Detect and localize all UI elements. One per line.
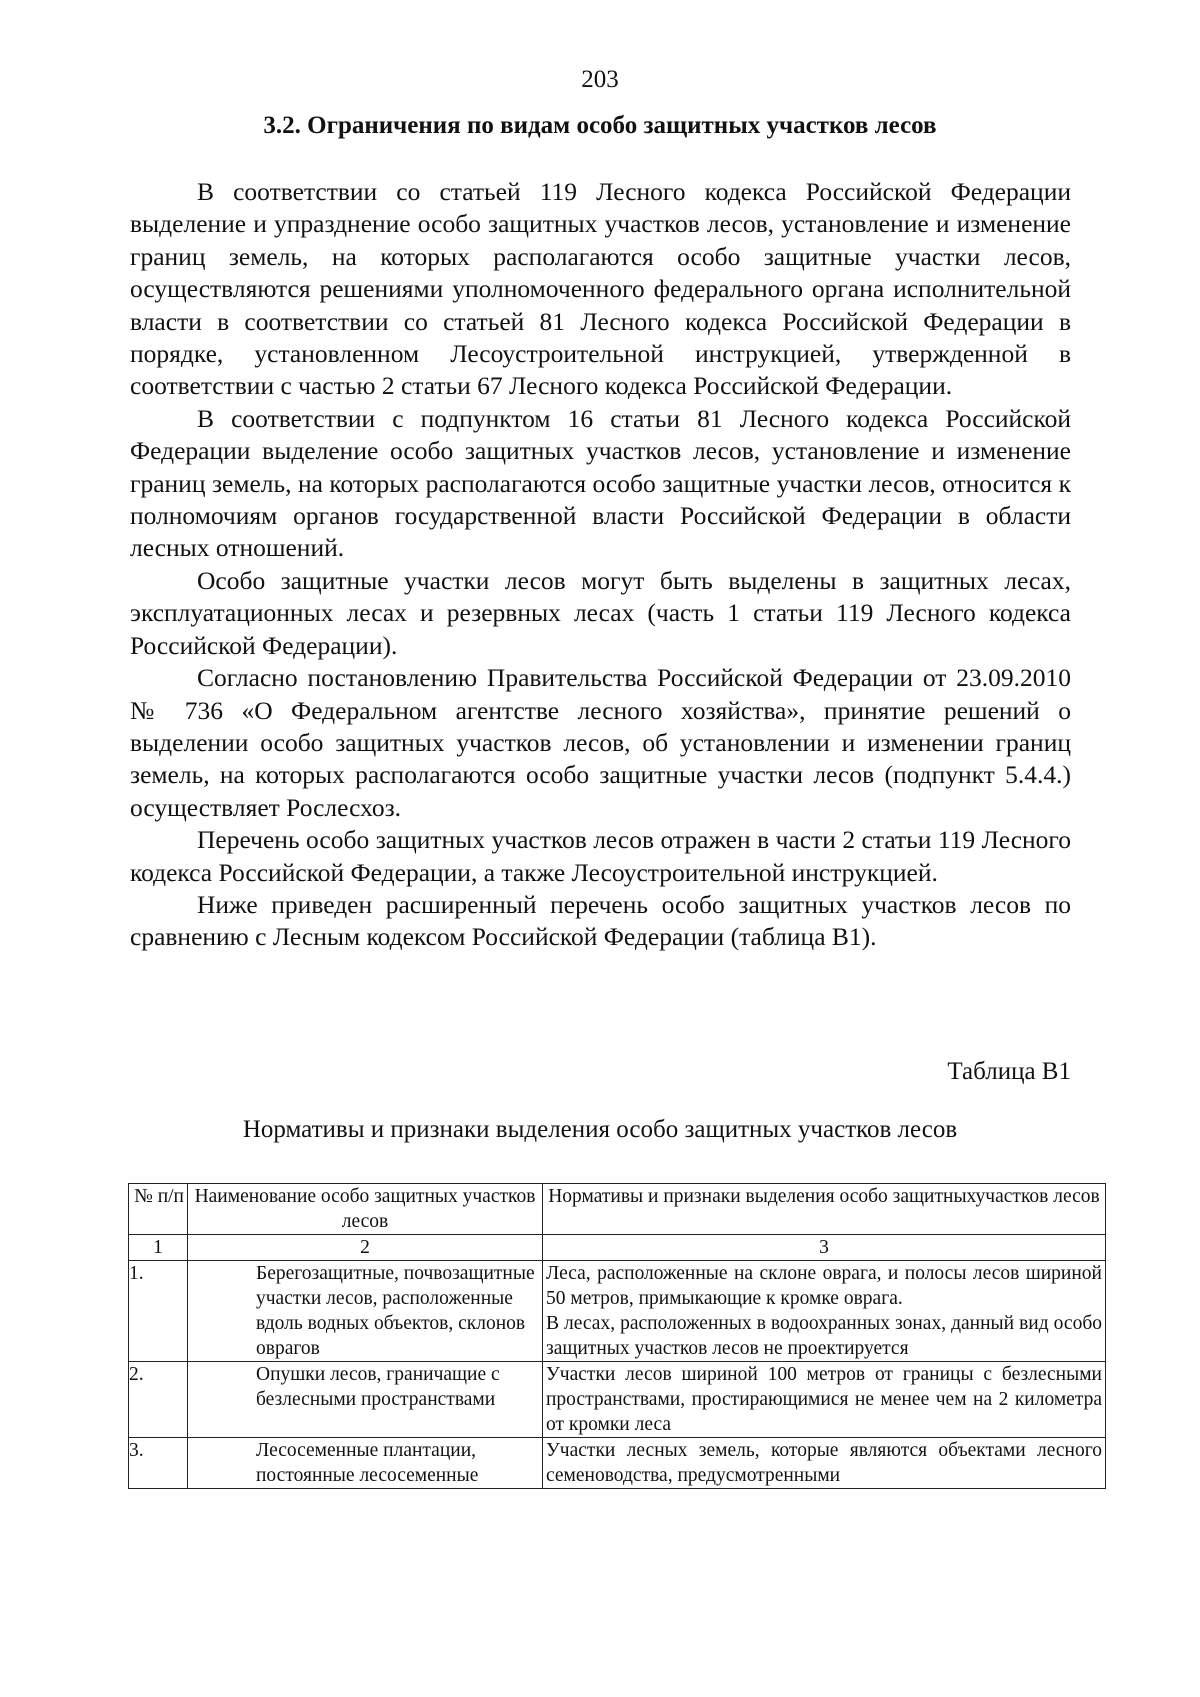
table-index-row xyxy=(129,1235,1106,1261)
row-norms xyxy=(543,1438,1106,1489)
row-name: Опушки лесов, граничащие с безлесными пространствами xyxy=(188,1362,543,1438)
paragraph: Ниже приведен расширенный перечень особо защитных участков лесов по сравнению с Лесным кодексом Российской Федерации (таблица В1). xyxy=(130,889,1071,952)
row-norms xyxy=(543,1362,1106,1438)
paragraph: Перечень особо защитных участков лесов отражен в части 2 статьи 119 Лесного кодекса Российской Федерации, а также Лесоустроительной инструкцией. xyxy=(130,825,1071,887)
row-norms-text: Леса, расположенные на склоне оврага, и полосы лесов шириной 50 метров, примыкающие к кромке оврага. xyxy=(546,1263,1102,1309)
row-norms-text: В лесах, расположенных в водоохранных зонах, данный вид особо защитных участков лесов не проектируется xyxy=(546,1313,1102,1359)
section-title: 3.2. Ограничения по видам особо защитных участков лесов xyxy=(263,112,937,139)
row-num: 1. xyxy=(129,1261,188,1362)
header-norms: Нормативы и признаки выделения особо защитныхучастков лесов xyxy=(543,1184,1106,1235)
paragraph: В соответствии со статьей 119 Лесного кодекса Российской Федерации выделение и упразднение особо защитных участков лесов, установление и изменение границ земель, на которых располагаются особо защитные участки лесов, осуществляются решениями уполномоченного федерального органа исполнительной власти в соответствии со статьей 81 Лесного кодекса Российской Федерации в порядке, установленном Лесоустроительной инструкцией, утвержденной в соответствии с частью 2 статьи 67 Лесного кодекса Российской Федерации. xyxy=(130,177,1071,401)
table-header-row xyxy=(129,1184,1106,1235)
page-number: 203 xyxy=(581,66,619,93)
paragraph: Особо защитные участки лесов могут быть выделены в защитных лесах, эксплуатационных лесах и резервных лесах (часть 1 статьи 119 Лесного кодекса Российской Федерации). xyxy=(130,565,1071,660)
table-title: Нормативы и признаки выделения особо защитных участков лесов xyxy=(242,1116,958,1143)
row-norms-text: Участки лесных земель, которые являются объектами лесного семеноводства, предусмотренными xyxy=(546,1440,1102,1486)
index-cell: 2 xyxy=(188,1235,543,1261)
header-name: Наименование особо защитных участков лесов xyxy=(188,1184,543,1235)
row-name: Лесосеменные плантации, постоянные лесосеменные xyxy=(188,1438,543,1489)
norms-table xyxy=(128,1183,1106,1489)
row-num: 2. xyxy=(129,1362,188,1438)
table-row xyxy=(129,1362,1106,1438)
index-cell: 3 xyxy=(543,1235,1106,1261)
table-label: Таблица В1 xyxy=(947,1058,1071,1085)
row-num: 3. xyxy=(129,1438,188,1489)
row-name: Берегозащитные, почвозащитные участки лесов, расположенные вдоль водных объектов, склонов оврагов xyxy=(188,1261,543,1362)
paragraph: В соответствии с подпунктом 16 статьи 81 Лесного кодекса Российской Федерации выделение особо защитных участков лесов, установление и изменение границ земель, на которых располагаются особо защитные участки лесов, относится к полномочиям органов государственной власти Российской Федерации в области лесных отношений. xyxy=(130,403,1071,563)
body-text xyxy=(130,176,1071,954)
index-cell: 1 xyxy=(129,1235,188,1261)
row-norms xyxy=(543,1261,1106,1362)
header-num: № п/п xyxy=(129,1184,188,1235)
paragraph: Согласно постановлению Правительства Российской Федерации от 23.09.2010 № 736 «О Федеральном агентстве лесного хозяйства», принятие решений о выделении особо защитных участков лесов, об установлении и изменении границ земель, на которых располагаются особо защитные участки лесов (подпункт 5.4.4.) осуществляет Рослесхоз. xyxy=(130,663,1071,822)
table-row xyxy=(129,1261,1106,1362)
row-norms-text: Участки лесов шириной 100 метров от границы с безлесными пространствами, простирающимися не менее чем на 2 километра от кромки леса xyxy=(546,1364,1102,1435)
table-row xyxy=(129,1438,1106,1489)
